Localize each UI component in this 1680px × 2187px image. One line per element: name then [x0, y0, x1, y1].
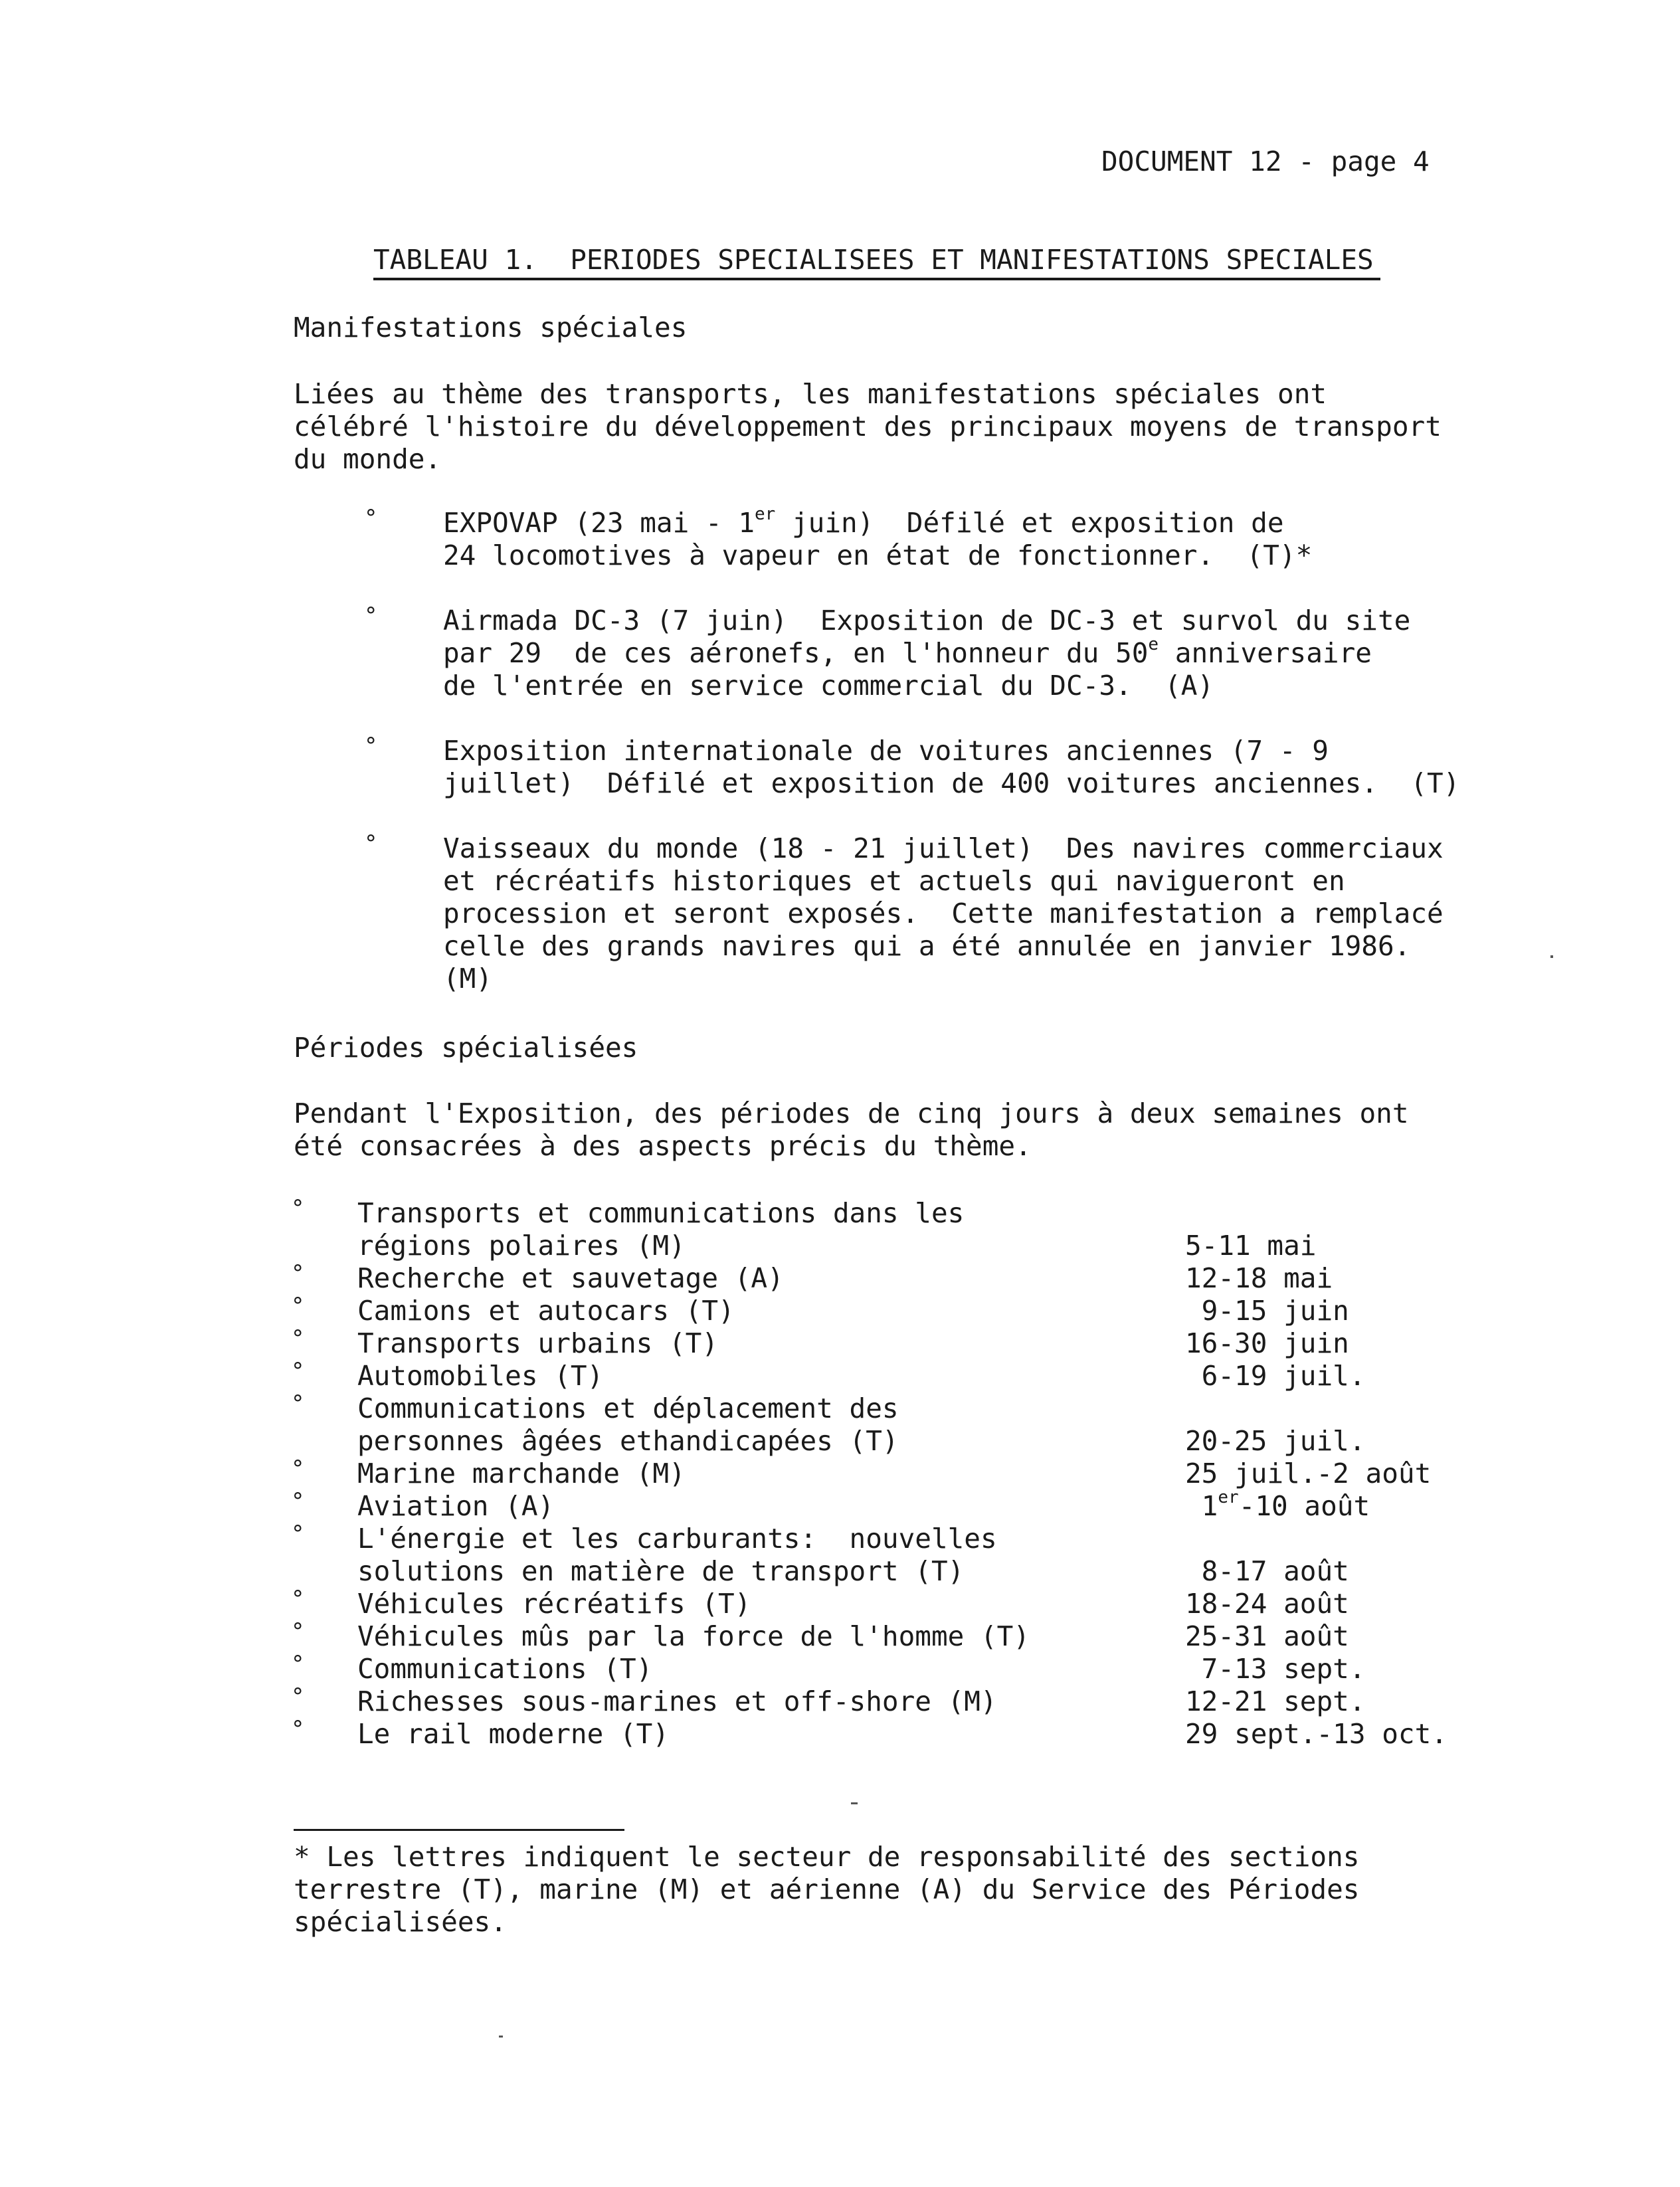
superscript-er: er — [1218, 1487, 1239, 1508]
period-topic: Communications (T) — [357, 1653, 653, 1685]
bullet-marker: ° — [291, 1651, 305, 1677]
period-date: 12-21 sept. — [1185, 1685, 1366, 1717]
intro-line: Liées au thème des transports, les manifestations spéciales ont — [294, 378, 1327, 410]
bullet-marker: ° — [364, 733, 378, 759]
manifestation-line: de l'entrée en service commercial du DC-3. (A) — [443, 670, 1214, 702]
period-topic: Transports urbains (T) — [357, 1327, 719, 1359]
period-topic: Communications et déplacement des — [357, 1392, 899, 1424]
period-date: 9-15 juin — [1185, 1295, 1349, 1327]
intro-line: Pendant l'Exposition, des périodes de cinq jours à deux semaines ont — [294, 1097, 1409, 1129]
period-topic: Marine marchande (M) — [357, 1458, 686, 1489]
page-reference: DOCUMENT 12 - page 4 — [1101, 145, 1430, 177]
period-date: 25 juil.-2 août — [1185, 1458, 1432, 1489]
period-topic: personnes âgées ethandicapées (T) — [357, 1425, 899, 1457]
period-topic: Recherche et sauvetage (A) — [357, 1262, 784, 1294]
intro-line: été consacrées à des aspects précis du thème. — [294, 1130, 1032, 1162]
period-date: 1er-10 août — [1185, 1487, 1370, 1522]
manifestation-line: procession et seront exposés. Cette manifestation a remplacé — [443, 898, 1444, 929]
bullet-marker: ° — [291, 1293, 305, 1319]
period-date: 7-13 sept. — [1185, 1653, 1366, 1685]
period-topic: solutions en matière de transport (T) — [357, 1555, 965, 1587]
period-date: 8-17 août — [1185, 1555, 1349, 1587]
period-date: 5-11 mai — [1185, 1230, 1317, 1262]
bullet-marker: ° — [291, 1358, 305, 1384]
bullet-marker: ° — [291, 1618, 305, 1645]
manifestation-line: et récréatifs historiques et actuels qui navigueront en — [443, 865, 1345, 897]
bullet-marker: ° — [364, 603, 378, 629]
bullet-marker: ° — [291, 1716, 305, 1743]
period-topic: Transports et communications dans les — [357, 1197, 965, 1229]
intro-line: célébré l'histoire du développement des principaux moyens de transport — [294, 411, 1442, 442]
bullet-marker: ° — [364, 830, 378, 857]
period-topic: Le rail moderne (T) — [357, 1718, 669, 1750]
period-date: 6-19 juil. — [1185, 1360, 1366, 1392]
section-heading-manifestations: Manifestations spéciales — [294, 312, 688, 343]
manifestation-line: 24 locomotives à vapeur en état de fonctionner. (T)* — [443, 539, 1313, 571]
period-topic: régions polaires (M) — [357, 1230, 686, 1262]
bullet-marker: ° — [291, 1260, 305, 1287]
scan-speck — [499, 2036, 503, 2038]
footnote-line: spécialisées. — [294, 1906, 507, 1938]
footnote-line: terrestre (T), marine (M) et aérienne (A) du Service des Périodes — [294, 1873, 1360, 1905]
period-date: 25-31 août — [1185, 1620, 1349, 1652]
bullet-marker: ° — [291, 1195, 305, 1222]
bullet-marker: ° — [291, 1488, 305, 1515]
footnote-rule — [294, 1829, 624, 1831]
manifestation-line: celle des grands navires qui a été annulée en janvier 1986. — [443, 930, 1411, 962]
scan-speck — [851, 1802, 858, 1804]
bullet-marker: ° — [291, 1521, 305, 1547]
bullet-marker: ° — [364, 505, 378, 531]
period-date: 20-25 juil. — [1185, 1425, 1366, 1457]
manifestation-line: juillet) Défilé et exposition de 400 voitures anciennes. (T) — [443, 767, 1460, 799]
manifestation-line: Exposition internationale de voitures anciennes (7 - 9 — [443, 735, 1329, 767]
bullet-marker: ° — [291, 1456, 305, 1482]
period-topic: Camions et autocars (T) — [357, 1295, 735, 1327]
period-topic: Véhicules récréatifs (T) — [357, 1588, 751, 1620]
title-underline — [373, 278, 1380, 280]
manifestation-line: EXPOVAP (23 mai - 1er juin) Défilé et exposition de — [443, 504, 1284, 539]
superscript-e: e — [1148, 634, 1159, 655]
period-topic: Véhicules mûs par la force de l'homme (T) — [357, 1620, 1030, 1652]
bullet-marker: ° — [291, 1325, 305, 1352]
period-topic: Automobiles (T) — [357, 1360, 604, 1392]
period-topic: Aviation (A) — [357, 1490, 555, 1522]
intro-line: du monde. — [294, 443, 442, 475]
bullet-marker: ° — [291, 1683, 305, 1710]
table-title: TABLEAU 1. PERIODES SPECIALISEES ET MANIFESTATIONS SPECIALES — [373, 244, 1374, 276]
bullet-marker: ° — [291, 1390, 305, 1417]
period-date: 29 sept.-13 oct. — [1185, 1718, 1447, 1750]
period-topic: Richesses sous-marines et off-shore (M) — [357, 1685, 997, 1717]
section-heading-periodes: Périodes spécialisées — [294, 1032, 638, 1064]
bullet-marker: ° — [291, 1586, 305, 1612]
manifestation-line: par 29 de ces aéronefs, en l'honneur du 50e anniversaire — [443, 634, 1372, 669]
period-date: 16-30 juin — [1185, 1327, 1349, 1359]
scan-speck — [1550, 955, 1553, 958]
manifestation-line: Vaisseaux du monde (18 - 21 juillet) Des navires commerciaux — [443, 832, 1444, 864]
period-date: 18-24 août — [1185, 1588, 1349, 1620]
period-date: 12-18 mai — [1185, 1262, 1333, 1294]
manifestation-line: Airmada DC-3 (7 juin) Exposition de DC-3 et survol du site — [443, 605, 1411, 636]
period-topic: L'énergie et les carburants: nouvelles — [357, 1523, 997, 1555]
superscript-er: er — [755, 504, 776, 525]
footnote-line: * Les lettres indiquent le secteur de responsabilité des sections — [294, 1841, 1360, 1873]
manifestation-line: (M) — [443, 963, 493, 995]
